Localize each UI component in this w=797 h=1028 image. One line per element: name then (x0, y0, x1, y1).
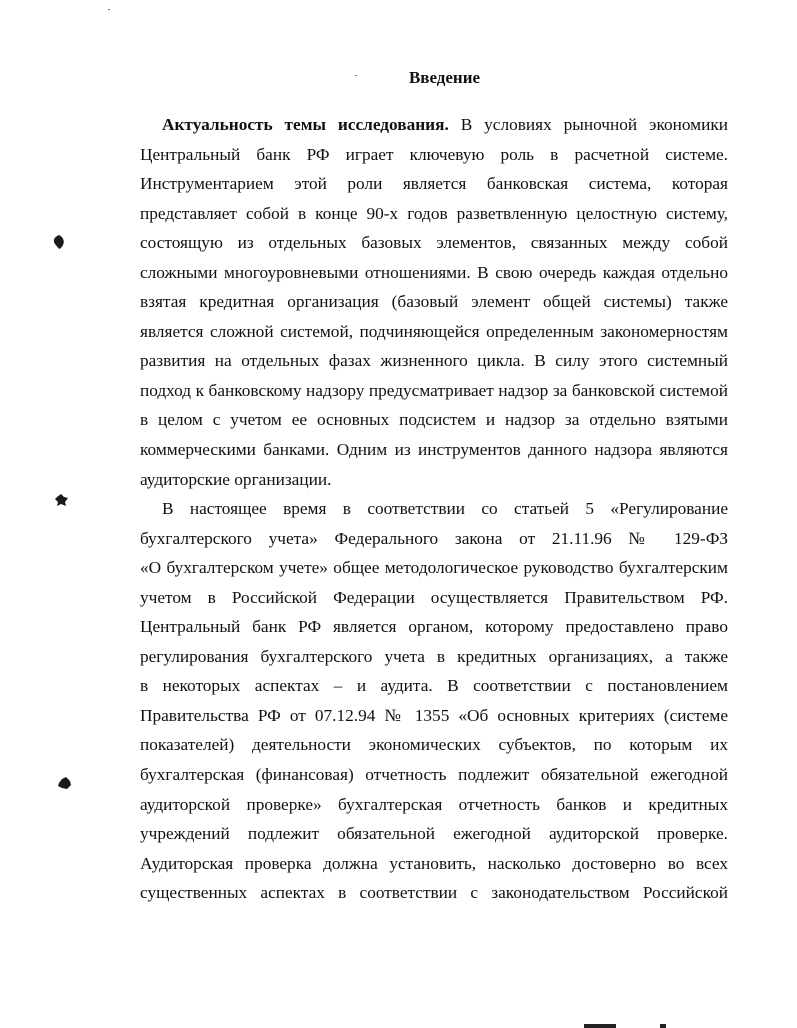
text-line: Центральный банк РФ является органом, которому предоставлено право (140, 617, 728, 637)
text-line: учетом в Российской Федерации осуществляется Правительством РФ. (140, 587, 728, 607)
text-line: аудиторской проверке» бухгалтерская отчетность банков и кредитных (140, 794, 728, 814)
margin-mark-icon (58, 777, 71, 790)
text-line: показателей) деятельности экономических субъектов, по которым их (140, 735, 728, 755)
text-line: подход к банковскому надзору предусматривает надзор за банковской системой (140, 380, 728, 400)
text-line: учреждений подлежит обязательной ежегодной аудиторской проверке. (140, 824, 728, 844)
text-line: Центральный банк РФ играет ключевую роль в расчетной системе. (140, 144, 728, 164)
text-line: развития на отдельных фазах жизненного цикла. В силу этого системный (140, 351, 728, 371)
scan-edge-mark (660, 1024, 666, 1028)
paragraph-1 (140, 110, 728, 494)
margin-mark-icon (53, 235, 65, 249)
section-lead: Актуальность темы исследования. (162, 115, 449, 134)
text-line: Правительства РФ от 07.12.94 № 1355 «Об основных критериях (системе (140, 705, 728, 725)
text-line: регулирования бухгалтерского учета в кредитных организациях, а также (140, 646, 728, 666)
text-line: В настоящее время в соответствии со статьей 5 «Регулирование (162, 499, 728, 519)
text-line: Аудиторская проверка должна установить, насколько достоверно во всех (140, 853, 728, 873)
text-line: сложными многоуровневыми отношениями. В свою очередь каждая отдельно (140, 262, 728, 282)
page-title: Введение (408, 68, 481, 87)
margin-mark-icon (55, 494, 68, 507)
text-line: является сложной системой, подчиняющейся определенным закономерностям (140, 321, 728, 341)
text-line: бухгалтерская (финансовая) отчетность подлежит обязательной ежегодной (140, 765, 728, 785)
text-line: аудиторские организации. (140, 469, 332, 489)
text-line: Актуальность темы исследования. В условиях рыночной экономики (162, 115, 728, 134)
text-line: представляет собой в конце 90-х годов разветвленную целостную систему, (140, 203, 728, 223)
text-line: в целом с учетом ее основных подсистем и надзор за отдельно взятыми (140, 410, 728, 430)
text-line: взятая кредитная организация (базовый элемент общей системы) также (140, 292, 728, 312)
text-line: бухгалтерского учета» Федерального закона от 21.11.96 № 129-ФЗ (140, 528, 728, 548)
body-text (140, 110, 728, 908)
text-line: в некоторых аспектах – и аудита. В соответствии с постановлением (140, 676, 728, 696)
scan-speck (108, 9, 110, 10)
text-line: коммерческими банками. Одним из инструментов данного надзора являются (140, 440, 728, 460)
text-line: «О бухгалтерском учете» общее методологическое руководство бухгалтерским (140, 558, 728, 578)
text-line: Инструментарием этой роли является банковская система, которая (140, 174, 728, 194)
text-line: существенных аспектах в соответствии с законодательством Российской (140, 883, 728, 903)
text-line: состоящую из отдельных базовых элементов, связанных между собой (140, 233, 728, 253)
scan-edge-mark (584, 1024, 616, 1028)
paragraph-2 (140, 494, 728, 908)
